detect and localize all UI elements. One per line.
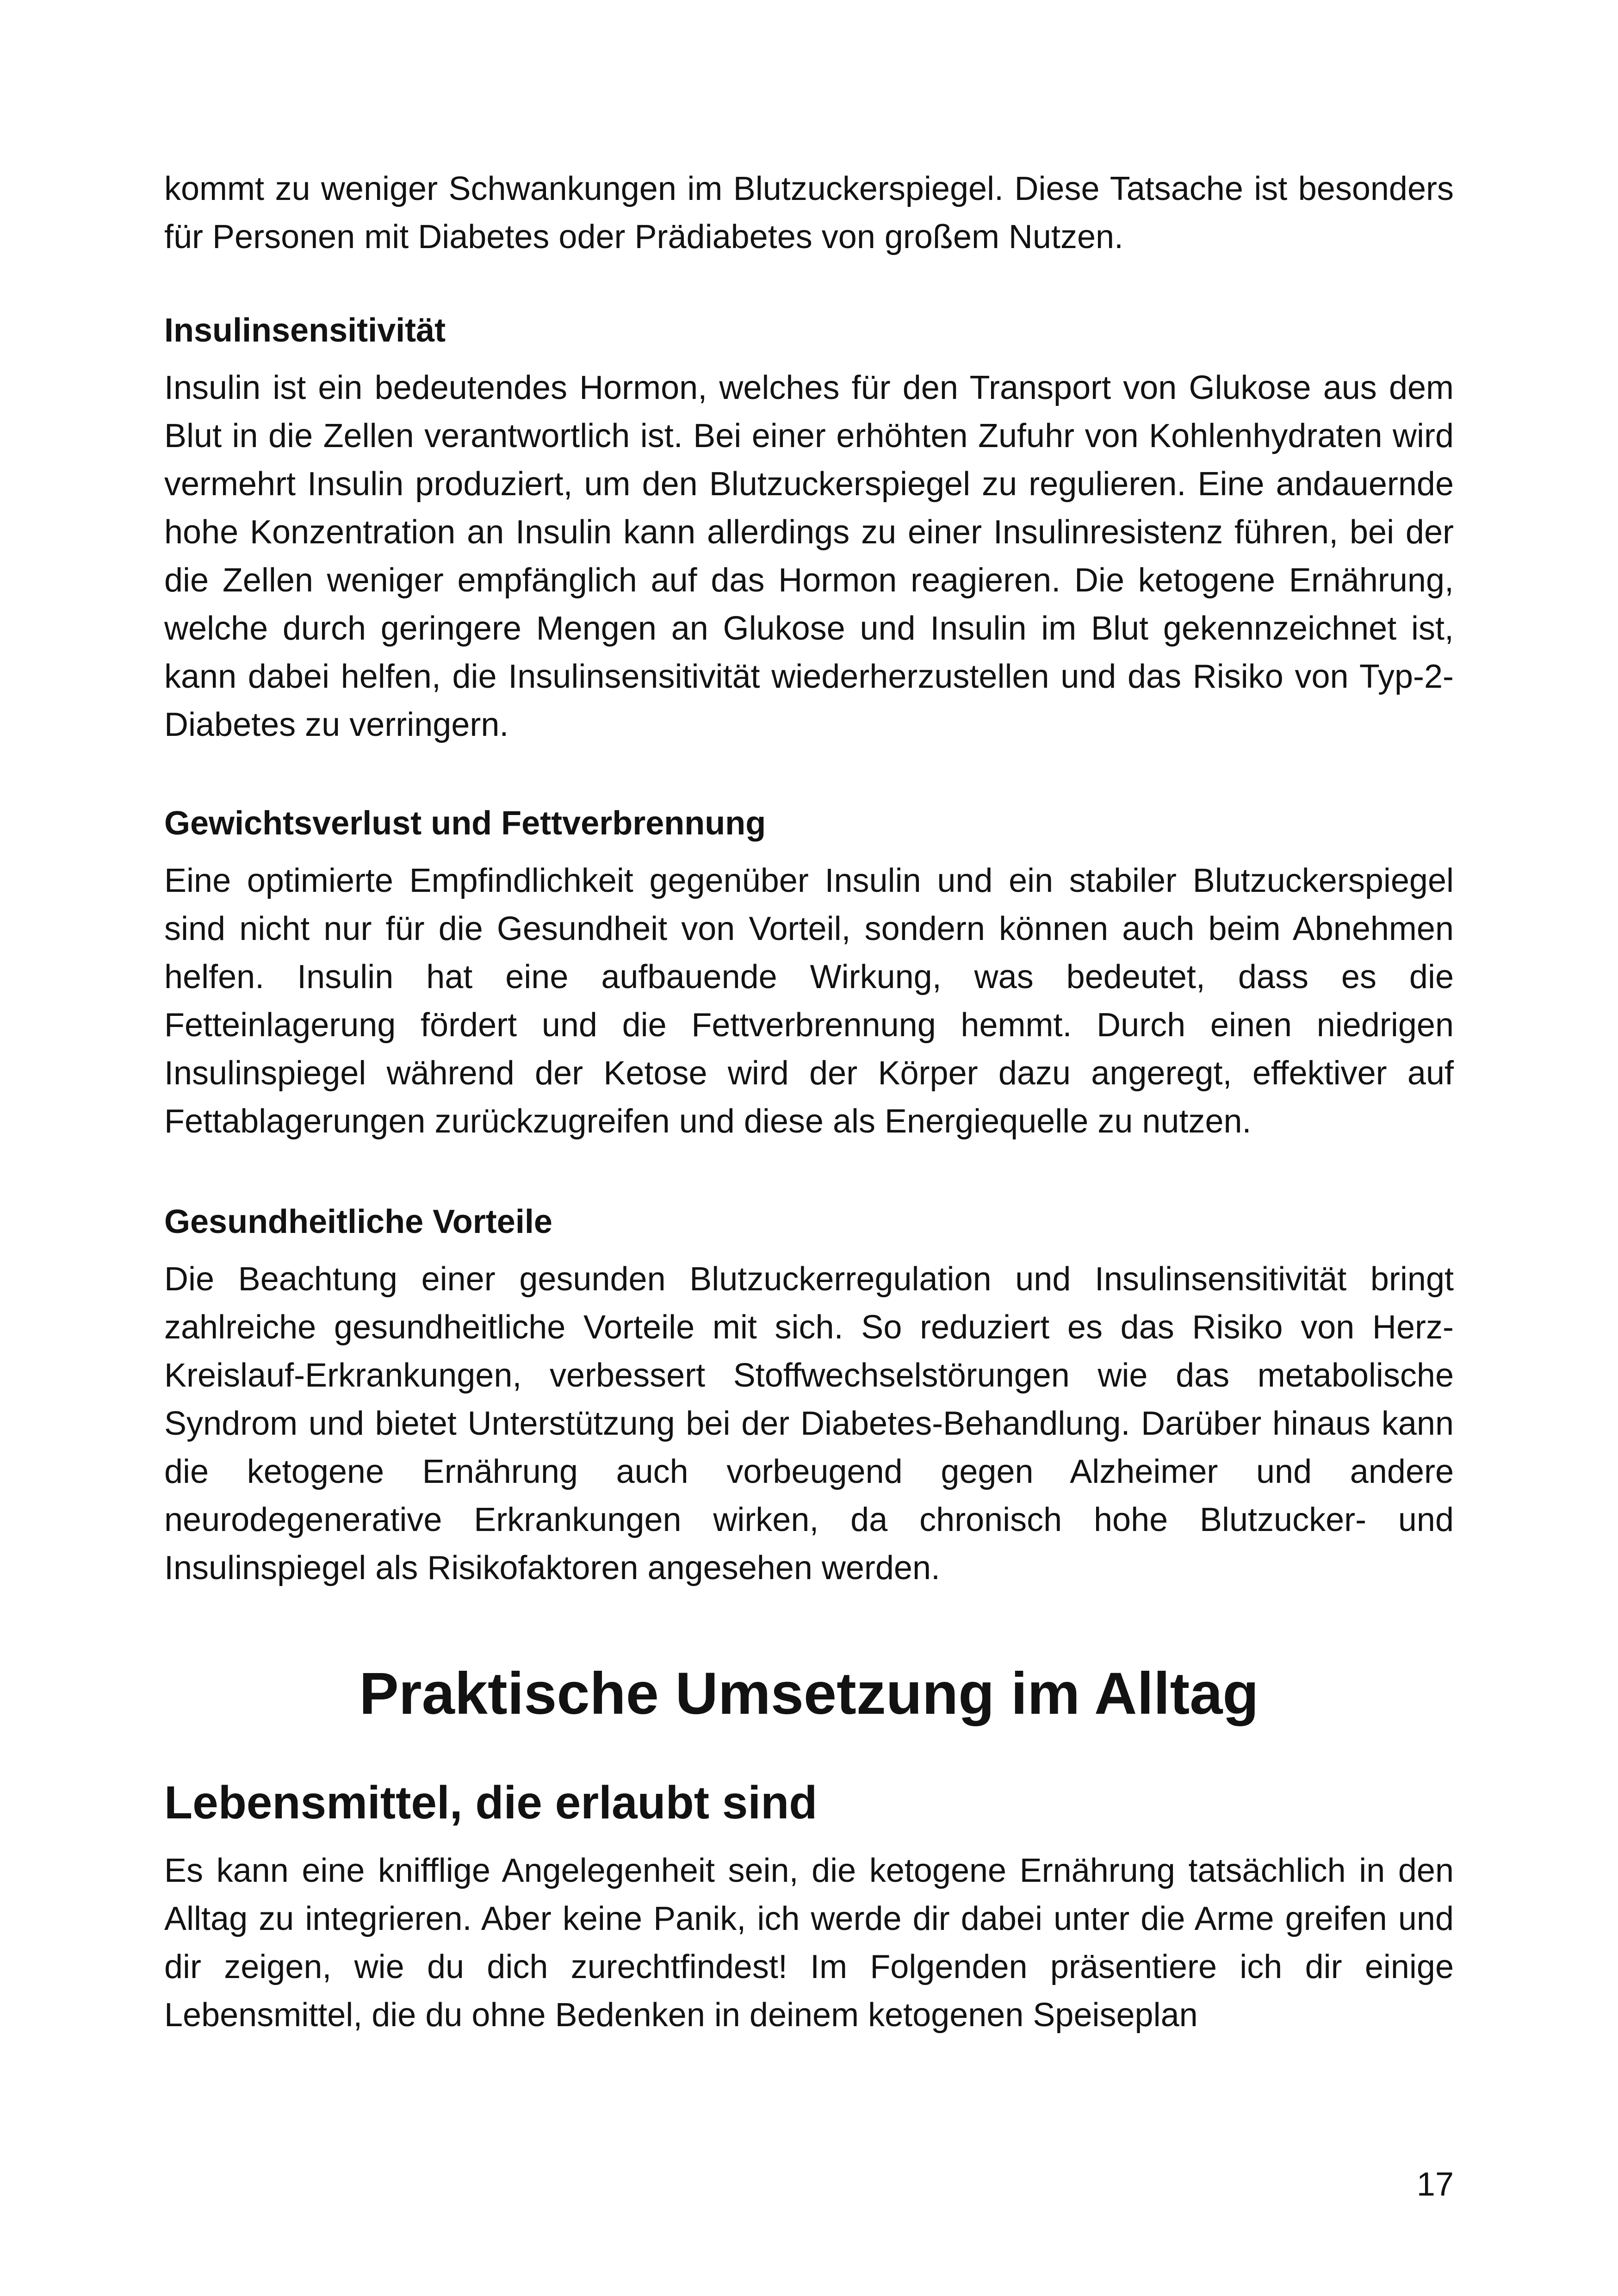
section-gewichtsverlust <box>164 799 1454 1145</box>
intro-paragraph: kommt zu weniger Schwankungen im Blutzuckerspiegel. Diese Tatsache ist besonders für Personen mit Diabetes oder Prädiabetes von großem Nutzen. <box>164 170 1454 255</box>
page-number: 17 <box>1416 2166 1454 2203</box>
chapter-subtitle: Lebensmittel, die erlaubt sind <box>164 1777 818 1829</box>
chapter-paragraph: Es kann eine knifflige Angelegenheit sein, die ketogene Ernährung tatsächlich in den Alltag zu integrieren. Aber keine Panik, ich werde dir dabei unter die Arme greifen und dir zeigen, wie du dich zurechtfindest! Im Folgenden präsentiere ich dir einige Lebensmittel, die du ohne Bedenken in deinem ketogenen Speiseplan <box>164 1852 1454 2034</box>
chapter-intro-block <box>164 1847 1454 2039</box>
intro-block <box>164 165 1454 261</box>
section-paragraph: Insulin ist ein bedeutendes Hormon, welches für den Transport von Glukose aus dem Blut in die Zellen verantwortlich ist. Bei einer erhöhten Zufuhr von Kohlenhydraten wird vermehrt Insulin produziert, um den Blutzuckerspiegel zu regulieren. Eine andauernde hohe Konzentration an Insulin kann allerdings zu einer Insulinresistenz führen, bei der die Zellen weniger empfänglich auf das Hormon reagieren. Die ketogene Ernährung, welche durch geringere Mengen an Glukose und Insulin im Blut gekennzeichnet ist, kann dabei helfen, die Insulinsensitivität wiederherzustellen und das Risiko von Typ-2-Diabetes zu verringern. <box>164 369 1454 743</box>
section-insulinsensitivitaet <box>164 306 1454 749</box>
section-gesundheitliche-vorteile <box>164 1198 1454 1592</box>
chapter-title: Praktische Umsetzung im Alltag <box>359 1661 1259 1727</box>
section-paragraph: Die Beachtung einer gesunden Blutzuckerregulation und Insulinsensitivität bringt zahlreiche gesundheitliche Vorteile mit sich. So reduziert es das Risiko von Herz-Kreislauf-Erkrankungen, verbessert Stoffwechselstörungen wie das metabolische Syndrom und bietet Unterstützung bei der Diabetes-Behandlung. Darüber hinaus kann die ketogene Ernährung auch vorbeugend gegen Alzheimer und andere neurodegenerative Erkrankungen wirken, da chronisch hohe Blutzucker- und Insulinspiegel als Risikofaktoren angesehen werden. <box>164 1261 1454 1587</box>
section-paragraph: Eine optimierte Empfindlichkeit gegenüber Insulin und ein stabiler Blutzuckerspiegel sind nicht nur für die Gesundheit von Vorteil, sondern können auch beim Abnehmen helfen. Insulin hat eine aufbauende Wirkung, was bedeutet, dass es die Fetteinlagerung fördert und die Fettverbrennung hemmt. Durch einen niedrigen Insulinspiegel während der Ketose wird der Körper dazu angeregt, effektiver auf Fettablagerungen zurückzugreifen und diese als Energiequelle zu nutzen. <box>164 862 1454 1140</box>
section-heading: Gewichtsverlust und Fettverbrennung <box>164 805 766 842</box>
section-heading: Insulinsensitivität <box>164 312 446 349</box>
section-heading: Gesundheitliche Vorteile <box>164 1203 552 1240</box>
